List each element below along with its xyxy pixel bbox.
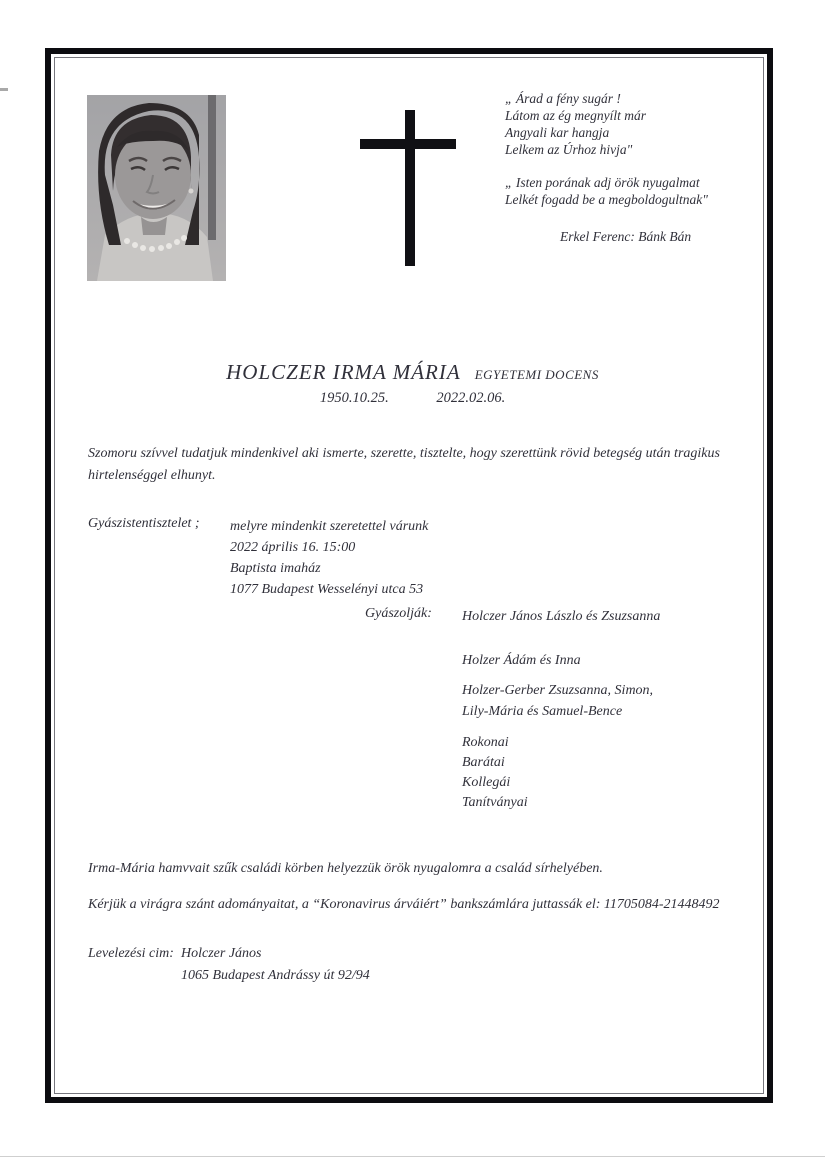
poem-line: Látom az ég megnyílt már (505, 108, 646, 123)
poem-line: „ Isten porának adj örök nyugalmat (505, 175, 700, 190)
mourner-line: Barátai (462, 755, 505, 770)
portrait-photo-image (87, 95, 226, 281)
poem-attribution: Erkel Ferenc: Bánk Bán (560, 229, 692, 244)
poem-line: Lelkem az Úrhoz hivja" (505, 142, 633, 157)
poem-line: Lelkét fogadd be a megboldogultnak" (505, 192, 708, 207)
poem-stanza-1 (505, 90, 708, 158)
mourner-group (462, 733, 528, 813)
scan-edge-artifact (0, 88, 8, 91)
service-details (230, 516, 428, 600)
donation-note: Kérjük a virágra szánt adományaitat, a “Koronavirus árváiért” bankszámlára juttassák el: 11705084-21448492 (88, 897, 720, 912)
portrait-photo (87, 95, 226, 281)
life-dates (0, 390, 825, 407)
deceased-name-line (0, 360, 825, 385)
mourner-group (462, 650, 581, 671)
service-line: 2022 április 16. 15:00 (230, 540, 356, 555)
service-line: 1077 Budapest Wesselényi utca 53 (230, 582, 424, 597)
service-label: Gyászistentisztelet ; (88, 516, 200, 531)
mourner-line: Holczer János Lászlo és Zsuzsanna (462, 609, 661, 624)
deceased-title: EGYETEMI DOCENS (474, 367, 599, 382)
poem-line: „ Árad a fény sugár ! (505, 91, 621, 106)
scan-bottom-line (0, 1156, 825, 1157)
poem-stanza-2 (505, 174, 708, 208)
service-line: melyre mindenkit szeretettel várunk (230, 519, 429, 534)
address-name: Holczer János (181, 946, 262, 961)
cross-icon-vertical (405, 110, 415, 266)
death-date: 2022.02.06. (436, 390, 506, 406)
poem-line: Angyali kar hangja (505, 125, 610, 140)
death-announcement: Szomoru szívvel tudatjuk mindenkivel aki ismerte, szerette, tisztelte, hogy szerettünk rövid betegség után tragikus hirtelenséggel elhunyt. (88, 446, 720, 483)
deceased-name: HOLCZER IRMA MÁRIA (226, 360, 461, 384)
mourner-line: Holzer Ádám és Inna (462, 653, 581, 668)
address-street: 1065 Budapest Andrássy út 92/94 (181, 968, 370, 983)
mourner-line: Tanítványai (462, 795, 528, 810)
mourners-label: Gyászolják: (365, 606, 432, 621)
address-label: Levelezési cim: (88, 946, 174, 961)
mourner-group (462, 606, 660, 627)
mourner-line: Lily-Mária és Samuel-Bence (462, 704, 623, 719)
mourner-line: Rokonai (462, 735, 509, 750)
memorial-poem (505, 90, 708, 245)
cross-icon-horizontal (360, 139, 456, 149)
mourner-group (462, 680, 653, 722)
burial-note: Irma-Mária hamvvait szűk családi körben helyezzük örök nyugalomra a család sírhelyében. (88, 861, 603, 876)
mourner-line: Kollegái (462, 775, 511, 790)
mourner-line: Holzer-Gerber Zsuzsanna, Simon, (462, 683, 654, 698)
birth-date: 1950.10.25. (319, 390, 389, 406)
service-line: Baptista imaház (230, 561, 321, 576)
